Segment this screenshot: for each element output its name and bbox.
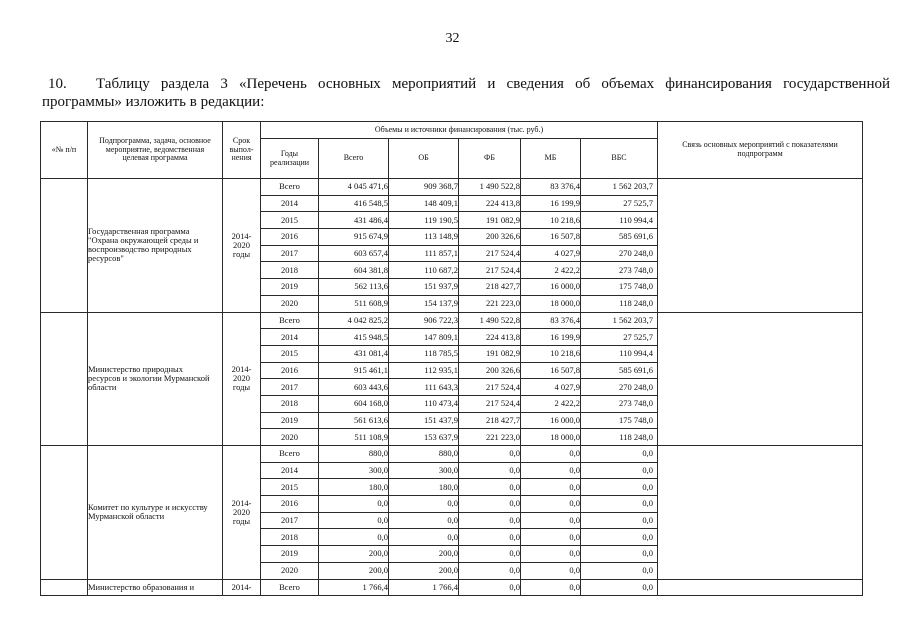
header-program-name-line: Подпрограмма, задача, основное — [99, 136, 211, 146]
ob-cell: 1 766,4 — [389, 579, 459, 596]
header-row-1 — [41, 122, 863, 139]
program-name-cell — [88, 312, 223, 446]
ob-cell: 200,0 — [389, 546, 459, 563]
fb-cell: 221 223,0 — [459, 295, 521, 312]
ob-cell: 111 857,1 — [389, 245, 459, 262]
header-term-line: выпол- — [229, 144, 254, 154]
mb-cell: 16 507,8 — [521, 362, 581, 379]
header-term-line: нения — [231, 153, 252, 163]
term-line: 2014- — [231, 581, 252, 592]
link-cell — [658, 446, 863, 580]
ob-cell: 153 637,9 — [389, 429, 459, 446]
link-cell — [658, 179, 863, 313]
total-cell: 604 381,8 — [319, 262, 389, 279]
row-num-cell — [41, 179, 88, 313]
table-row — [41, 446, 863, 463]
header-years — [261, 139, 319, 179]
total-cell: 915 674,9 — [319, 229, 389, 246]
mb-cell: 0,0 — [521, 579, 581, 596]
fb-cell: 1 490 522,8 — [459, 179, 521, 196]
link-cell — [658, 312, 863, 446]
header-link — [658, 122, 863, 179]
program-name-cell — [88, 446, 223, 580]
total-cell: 431 486,4 — [319, 212, 389, 229]
ob-cell: 880,0 — [389, 446, 459, 463]
header-term-line: Срок — [232, 136, 251, 146]
year-cell: 2019 — [261, 546, 319, 563]
fb-cell: 0,0 — [459, 546, 521, 563]
ob-cell: 151 437,9 — [389, 412, 459, 429]
year-cell: 2020 — [261, 562, 319, 579]
program-name-line: Мурманской области — [88, 511, 165, 522]
row-num-cell — [41, 446, 88, 580]
year-cell: 2015 — [261, 345, 319, 362]
total-cell: 4 045 471,6 — [319, 179, 389, 196]
ob-cell: 118 785,5 — [389, 345, 459, 362]
row-num-cell — [41, 312, 88, 446]
mb-cell: 0,0 — [521, 546, 581, 563]
page-number: 32 — [445, 31, 460, 46]
vbs-cell: 110 994,4 — [581, 212, 658, 229]
total-cell: 200,0 — [319, 562, 389, 579]
vbs-cell: 585 691,6 — [581, 229, 658, 246]
fb-cell: 200 326,6 — [459, 362, 521, 379]
ob-cell: 0,0 — [389, 529, 459, 546]
year-cell: 2016 — [261, 229, 319, 246]
fb-cell: 218 427,7 — [459, 279, 521, 296]
mb-cell: 83 376,4 — [521, 179, 581, 196]
ob-cell: 147 809,1 — [389, 329, 459, 346]
ob-cell: 113 148,9 — [389, 229, 459, 246]
vbs-cell: 0,0 — [581, 579, 658, 596]
total-cell: 880,0 — [319, 446, 389, 463]
mb-cell: 83 376,4 — [521, 312, 581, 329]
vbs-cell: 27 525,7 — [581, 329, 658, 346]
ob-cell: 154 137,9 — [389, 295, 459, 312]
mb-cell: 4 027,9 — [521, 245, 581, 262]
mb-cell: 0,0 — [521, 462, 581, 479]
header-program-name-line: целевая программа — [122, 153, 188, 163]
fb-cell: 191 082,9 — [459, 345, 521, 362]
paragraph-number: 10. — [48, 76, 67, 92]
term-cell — [223, 579, 261, 596]
header-years-line: Годы — [280, 148, 299, 158]
header-program-name — [88, 122, 223, 179]
total-cell: 4 042 825,2 — [319, 312, 389, 329]
mb-cell: 0,0 — [521, 562, 581, 579]
ob-cell: 151 937,9 — [389, 279, 459, 296]
vbs-cell: 585 691,6 — [581, 362, 658, 379]
vbs-cell: 118 248,0 — [581, 295, 658, 312]
term-line: 2020 — [233, 506, 250, 517]
year-cell: 2019 — [261, 279, 319, 296]
header-num: «№ п/п — [41, 122, 88, 179]
mb-cell: 10 218,6 — [521, 345, 581, 362]
year-cell: Всего — [261, 579, 319, 596]
vbs-cell: 110 994,4 — [581, 345, 658, 362]
mb-cell: 0,0 — [521, 512, 581, 529]
paragraph-line-1 — [48, 76, 890, 93]
vbs-cell: 175 748,0 — [581, 412, 658, 429]
total-cell: 603 657,4 — [319, 245, 389, 262]
ob-cell: 180,0 — [389, 479, 459, 496]
vbs-cell: 0,0 — [581, 562, 658, 579]
total-cell: 562 113,6 — [319, 279, 389, 296]
year-cell: 2018 — [261, 529, 319, 546]
year-cell: 2017 — [261, 379, 319, 396]
vbs-cell: 0,0 — [581, 496, 658, 513]
vbs-cell: 0,0 — [581, 479, 658, 496]
year-cell: 2015 — [261, 212, 319, 229]
total-cell: 0,0 — [319, 512, 389, 529]
fb-cell: 218 427,7 — [459, 412, 521, 429]
header-program-name-line: мероприятие, ведомственная — [105, 144, 205, 154]
fb-cell: 0,0 — [459, 562, 521, 579]
fb-cell: 224 413,8 — [459, 195, 521, 212]
year-cell: 2016 — [261, 496, 319, 513]
mb-cell: 18 000,0 — [521, 295, 581, 312]
fb-cell: 0,0 — [459, 512, 521, 529]
vbs-cell: 273 748,0 — [581, 262, 658, 279]
fb-cell: 221 223,0 — [459, 429, 521, 446]
header-vbs: ВБС — [581, 139, 658, 179]
year-cell: Всего — [261, 446, 319, 463]
mb-cell: 16 000,0 — [521, 279, 581, 296]
year-cell: 2018 — [261, 262, 319, 279]
vbs-cell: 27 525,7 — [581, 195, 658, 212]
vbs-cell: 1 562 203,7 — [581, 179, 658, 196]
header-link-line: подпрограмм — [737, 149, 783, 158]
fb-cell: 217 524,4 — [459, 262, 521, 279]
header-mb: МБ — [521, 139, 581, 179]
term-line: годы — [232, 248, 251, 259]
year-cell: 2018 — [261, 395, 319, 412]
fb-cell: 0,0 — [459, 462, 521, 479]
program-name-line: Государственная программа — [88, 226, 190, 237]
total-cell: 511 108,9 — [319, 429, 389, 446]
ob-cell: 111 643,3 — [389, 379, 459, 396]
term-line: 2014- — [231, 364, 252, 375]
header-funding-group: Объемы и источники финансирования (тыс. руб.) — [261, 122, 658, 139]
total-cell: 416 548,5 — [319, 195, 389, 212]
header-fb: ФБ — [459, 139, 521, 179]
fb-cell: 0,0 — [459, 529, 521, 546]
year-cell: Всего — [261, 312, 319, 329]
fb-cell: 0,0 — [459, 446, 521, 463]
mb-cell: 0,0 — [521, 529, 581, 546]
year-cell: Всего — [261, 179, 319, 196]
link-cell — [658, 579, 863, 596]
fb-cell: 191 082,9 — [459, 212, 521, 229]
mb-cell: 2 422,2 — [521, 395, 581, 412]
year-cell: 2015 — [261, 479, 319, 496]
table-header — [41, 122, 863, 179]
mb-cell: 0,0 — [521, 479, 581, 496]
fb-cell: 217 524,4 — [459, 395, 521, 412]
year-cell: 2017 — [261, 245, 319, 262]
fb-cell: 224 413,8 — [459, 329, 521, 346]
total-cell: 604 168,0 — [319, 395, 389, 412]
term-line: 2020 — [233, 239, 250, 250]
mb-cell: 18 000,0 — [521, 429, 581, 446]
fb-cell: 200 326,6 — [459, 229, 521, 246]
program-name-line: Министерство природных — [88, 364, 183, 375]
row-num-cell — [41, 579, 88, 596]
ob-cell: 0,0 — [389, 512, 459, 529]
term-cell — [223, 312, 261, 446]
ob-cell: 200,0 — [389, 562, 459, 579]
total-cell: 511 608,9 — [319, 295, 389, 312]
vbs-cell: 0,0 — [581, 546, 658, 563]
total-cell: 561 613,6 — [319, 412, 389, 429]
ob-cell: 112 935,1 — [389, 362, 459, 379]
ob-cell: 110 687,2 — [389, 262, 459, 279]
mb-cell: 0,0 — [521, 496, 581, 513]
header-link-line: Связь основных мероприятий с показателями — [682, 140, 838, 150]
vbs-cell: 118 248,0 — [581, 429, 658, 446]
year-cell: 2014 — [261, 195, 319, 212]
vbs-cell: 175 748,0 — [581, 279, 658, 296]
ob-cell: 119 190,5 — [389, 212, 459, 229]
term-cell — [223, 179, 261, 313]
mb-cell: 16 199,9 — [521, 329, 581, 346]
program-name-line: воспроизводство природных — [88, 244, 192, 255]
table-row — [41, 179, 863, 196]
term-line: 2014- — [231, 230, 252, 241]
mb-cell: 0,0 — [521, 446, 581, 463]
program-name-cell — [88, 579, 223, 596]
vbs-cell: 1 562 203,7 — [581, 312, 658, 329]
header-ob: ОБ — [389, 139, 459, 179]
header-term — [223, 122, 261, 179]
term-line: годы — [232, 515, 251, 526]
term-line: 2014- — [231, 497, 252, 508]
total-cell: 915 461,1 — [319, 362, 389, 379]
total-cell: 180,0 — [319, 479, 389, 496]
program-name-cell — [88, 179, 223, 313]
table-row — [41, 312, 863, 329]
ob-cell: 148 409,1 — [389, 195, 459, 212]
vbs-cell: 0,0 — [581, 512, 658, 529]
vbs-cell: 0,0 — [581, 529, 658, 546]
ob-cell: 110 473,4 — [389, 395, 459, 412]
program-name-line: Министерство образования и — [88, 581, 195, 592]
vbs-cell: 273 748,0 — [581, 395, 658, 412]
vbs-cell: 270 248,0 — [581, 379, 658, 396]
year-cell: 2017 — [261, 512, 319, 529]
mb-cell: 16 000,0 — [521, 412, 581, 429]
paragraph-text-line-2: программы» изложить в редакции: — [42, 94, 265, 110]
fb-cell: 217 524,4 — [459, 379, 521, 396]
mb-cell: 2 422,2 — [521, 262, 581, 279]
vbs-cell: 270 248,0 — [581, 245, 658, 262]
vbs-cell: 0,0 — [581, 446, 658, 463]
program-name-line: "Охрана окружающей среды и — [88, 235, 199, 246]
total-cell: 603 443,6 — [319, 379, 389, 396]
total-cell: 415 948,5 — [319, 329, 389, 346]
ob-cell: 300,0 — [389, 462, 459, 479]
fb-cell: 0,0 — [459, 496, 521, 513]
year-cell: 2016 — [261, 362, 319, 379]
mb-cell: 4 027,9 — [521, 379, 581, 396]
year-cell: 2020 — [261, 295, 319, 312]
year-cell: 2014 — [261, 329, 319, 346]
vbs-cell: 0,0 — [581, 462, 658, 479]
program-name-line: Комитет по культуре и искусству — [88, 502, 208, 513]
fb-cell: 0,0 — [459, 579, 521, 596]
table-body — [41, 179, 863, 596]
table-row — [41, 579, 863, 596]
term-cell — [223, 446, 261, 580]
total-cell: 0,0 — [319, 529, 389, 546]
fb-cell: 0,0 — [459, 479, 521, 496]
mb-cell: 16 507,8 — [521, 229, 581, 246]
ob-cell: 909 368,7 — [389, 179, 459, 196]
mb-cell: 10 218,6 — [521, 212, 581, 229]
paragraph-text-line-1: Таблицу раздела 3 «Перечень основных мероприятий и сведения об объемах финансирования государственной — [96, 76, 890, 92]
program-name-line: ресурсов" — [88, 253, 124, 264]
term-line: годы — [232, 382, 251, 393]
program-name-line: области — [88, 382, 117, 393]
ob-cell: 906 722,3 — [389, 312, 459, 329]
header-total: Всего — [319, 139, 389, 179]
year-cell: 2020 — [261, 429, 319, 446]
term-line: 2020 — [233, 373, 250, 384]
year-cell: 2019 — [261, 412, 319, 429]
total-cell: 0,0 — [319, 496, 389, 513]
mb-cell: 16 199,9 — [521, 195, 581, 212]
program-name-line: ресурсов и экологии Мурманской — [88, 373, 210, 384]
total-cell: 431 081,4 — [319, 345, 389, 362]
fb-cell: 217 524,4 — [459, 245, 521, 262]
total-cell: 1 766,4 — [319, 579, 389, 596]
header-years-line: реализации — [269, 157, 310, 167]
total-cell: 200,0 — [319, 546, 389, 563]
financing-table — [40, 121, 863, 596]
total-cell: 300,0 — [319, 462, 389, 479]
ob-cell: 0,0 — [389, 496, 459, 513]
year-cell: 2014 — [261, 462, 319, 479]
fb-cell: 1 490 522,8 — [459, 312, 521, 329]
